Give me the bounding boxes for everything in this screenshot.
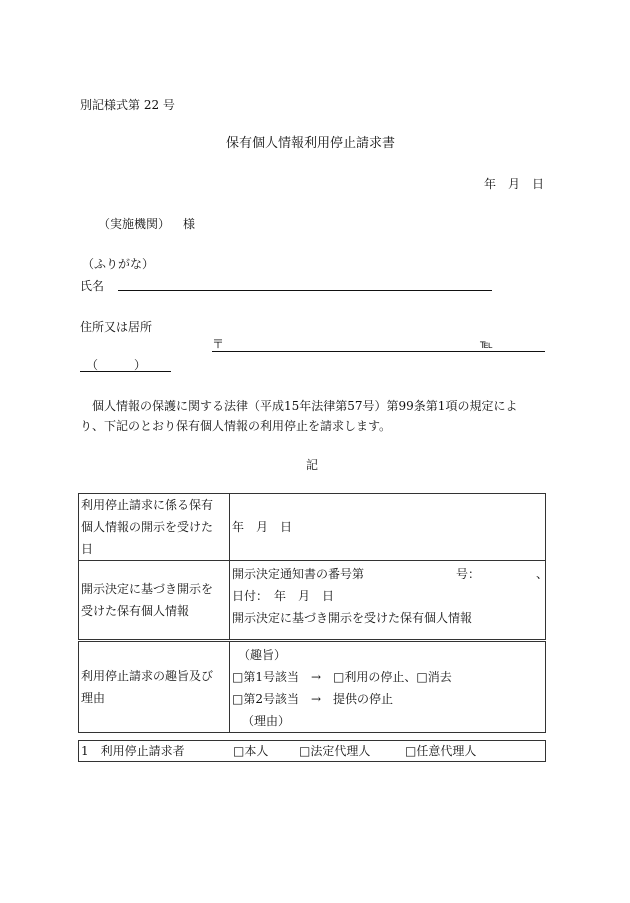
furigana-label: （ふりがな） — [82, 257, 155, 271]
ki-label: 記 — [306, 458, 319, 472]
body-text-line1: 個人情報の保護に関する法律（平成15年法律第57号）第99条第1項の規定によ — [92, 399, 518, 413]
table-row — [79, 641, 546, 733]
postal-mark: 〒 — [212, 337, 225, 351]
name-label: 氏名 — [80, 279, 105, 293]
disclosure-date-label: 利用停止請求に係る保有 個人情報の開示を受けた 日 — [79, 494, 230, 561]
purpose-reason-field[interactable]: （趣旨） □第1号該当 → □利用の停止、□消去 □第2号該当 → 提供の停止 （理由） — [230, 641, 546, 733]
paren-field: （ ） — [86, 358, 147, 372]
request-table — [78, 493, 549, 733]
checkbox-voluntary-agent[interactable]: □任意代理人 — [405, 744, 477, 758]
form-number: 別記様式第 22 号 — [80, 98, 175, 112]
disclosure-date-field[interactable]: 年 月 日 — [230, 494, 546, 561]
requester-row — [78, 740, 546, 762]
checkbox-self[interactable]: □本人 — [233, 744, 269, 758]
paren-input-line[interactable] — [80, 371, 171, 372]
checkbox-legal-agent[interactable]: □法定代理人 — [299, 744, 371, 758]
table-row — [79, 494, 546, 561]
table-row — [79, 561, 546, 641]
address-label: 住所又は居所 — [80, 320, 153, 334]
address-input-line[interactable] — [212, 351, 545, 352]
date-field[interactable]: 年 月 日 — [484, 177, 545, 191]
purpose-reason-label: 利用停止請求の趣旨及び 理由 — [79, 641, 230, 733]
name-input-line[interactable] — [118, 290, 492, 291]
honorific-label: 様 — [183, 217, 196, 231]
tel-mark: ℡ — [480, 337, 493, 351]
disclosed-info-field[interactable]: 開示決定通知書の番号第 号： 、 日付： 年 月 日 開示決定に基づき開示を受けた保有個人情報 — [230, 561, 546, 641]
requester-label: 1 利用停止請求者 — [81, 744, 185, 758]
agency-label: （実施機関） — [98, 217, 171, 231]
body-text-line2: り、下記のとおり保有個人情報の利用停止を請求します。 — [80, 419, 392, 433]
disclosed-info-label: 開示決定に基づき開示を 受けた保有個人情報 — [79, 561, 230, 641]
page-title: 保有個人情報利用停止請求書 — [226, 136, 396, 151]
